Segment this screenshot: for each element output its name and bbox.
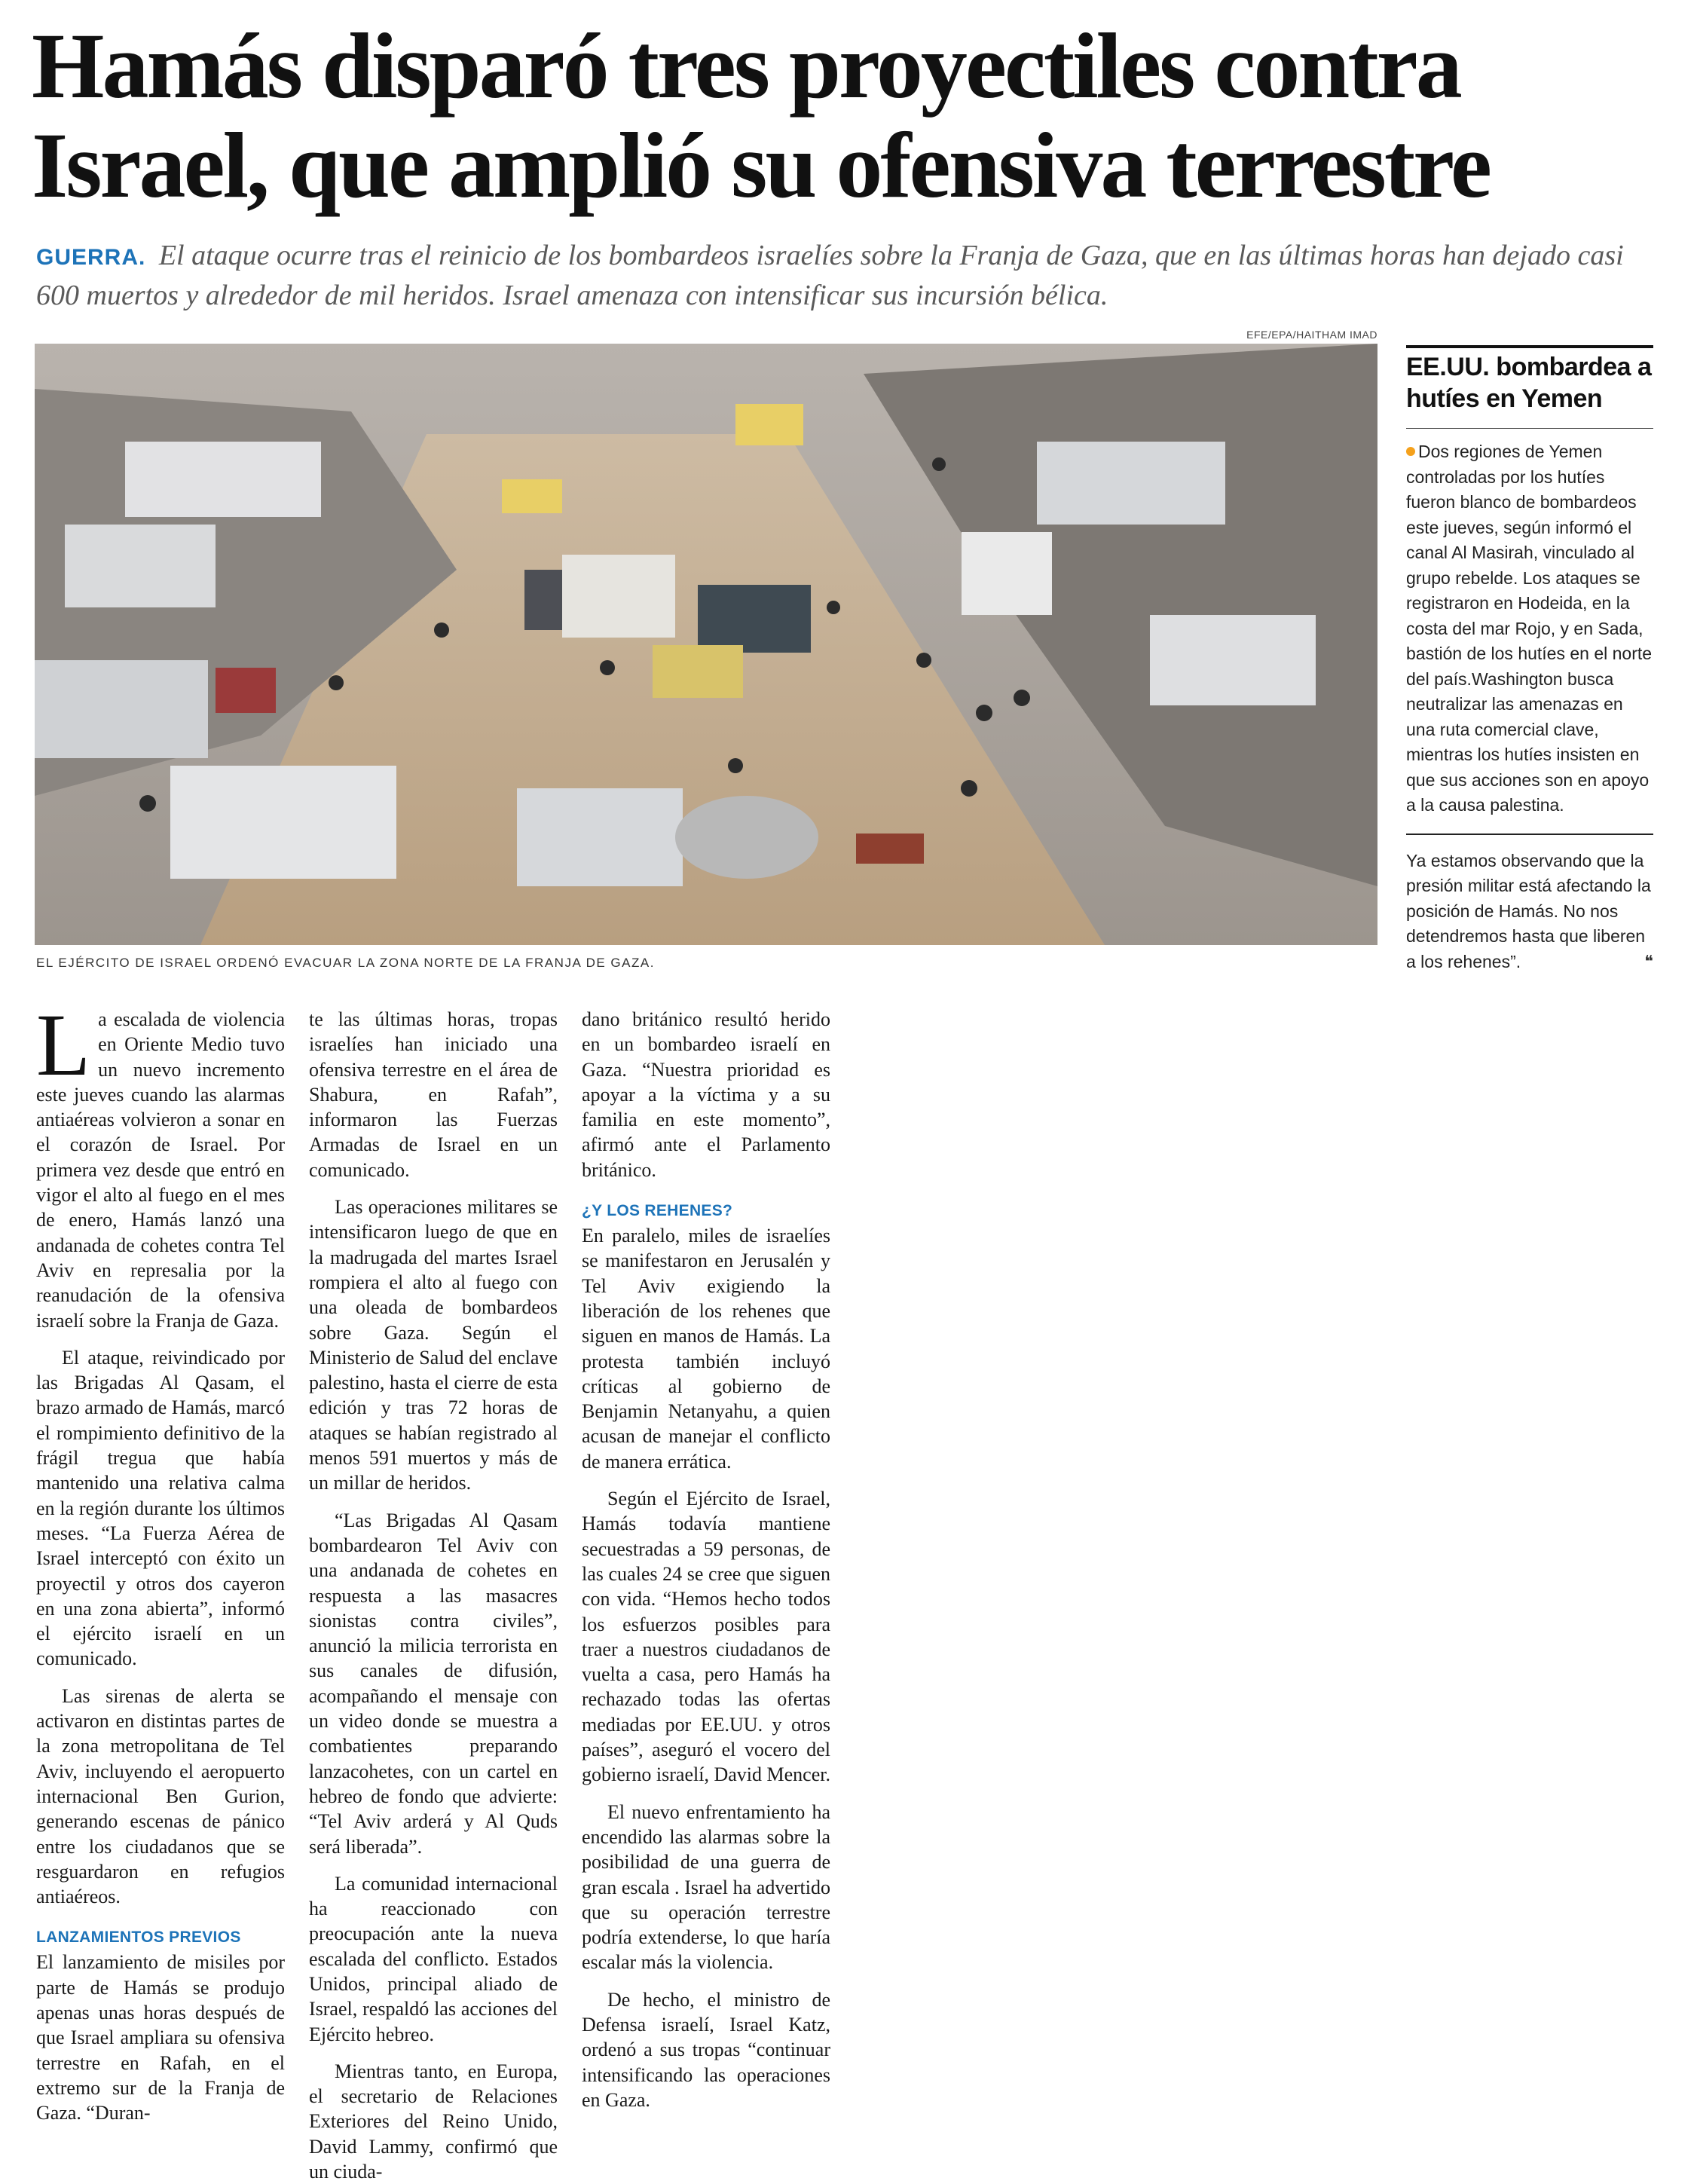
headline: Hamás disparó tres proyectiles contra Israel, que amplió su ofensiva terrestre — [32, 14, 1490, 217]
paragraph: te las últimas horas, tropas israelíes han iniciado una ofensiva terrestre en el área de Shabura, en Rafah”, informaron las Fuerzas Armadas de Israel en un comunicado. — [309, 1008, 558, 1181]
article-column-1 — [36, 996, 285, 2125]
sidebar-title: EE.UU. bombardea a hutíes en Yemen — [1406, 353, 1652, 413]
sidebar-top-rule — [1406, 345, 1653, 348]
paragraph: Las operaciones militares se intensificaron luego de que en la madrugada del martes Israel rompiera el alto al fuego con una oleada de bombardeos sobre Gaza. Según el Ministerio de Salud del enclave palestino, hasta el cierre de esta edición y tras 72 horas de ataques se habían registrado al menos 591 muertos y más de un millar de heridos. — [309, 1196, 558, 1494]
paragraph: Mientras tanto, en Europa, el secretario de Relaciones Exteriores del Reino Unido, David Lammy, confirmó que un ciuda- — [309, 2060, 558, 2183]
news-photo — [35, 344, 1377, 945]
paragraph: El nuevo enfrentamiento ha encendido las alarmas sobre la posibilidad de una guerra de gran escala . Israel ha advertido que su operación terrestre podría extenderse, lo que haría escalar más la violencia. — [582, 1800, 830, 1974]
vehicle — [562, 555, 675, 638]
tent — [35, 660, 208, 758]
tent — [170, 766, 396, 879]
sidebar-text: Dos regiones de Yemen controladas por los hutíes fueron blanco de bombardeos este jueves, según informó el canal Al Masirah, vinculado al grupo rebelde. Los ataques se registraron en Hodeida, en la costa del mar Rojo, y en Sada, bastión de los hutíes en el norte del país.Washington busca neutralizar las amenazas en una ruta comercial clave, mientras los hutíes insisten en que sus acciones son en apoyo a la causa palestina. — [1406, 442, 1653, 815]
tent — [1150, 615, 1316, 705]
person — [434, 622, 449, 638]
deck-kicker: GUERRA. — [36, 245, 146, 270]
tent — [517, 788, 683, 886]
dropcap: L — [36, 996, 91, 1094]
tent — [65, 525, 216, 607]
person — [961, 780, 977, 797]
paragraph: La comunidad internacional ha reaccionado con preocupación ante la nueva escalada del conflicto. Estados Unidos, principal aliado de Israel, respaldó las acciones del Ejército hebreo. — [309, 1872, 558, 2045]
person — [827, 601, 840, 614]
cart — [216, 668, 276, 713]
cart — [653, 645, 743, 698]
paragraph: dano británico resultó herido en un bombardeo israelí en Gaza. “Nuestra prioridad es apoyar a la víctima y a su familia en este momento”, afirmó ante el Parlamento británico. — [582, 1008, 830, 1181]
sidebar-body — [1406, 439, 1653, 818]
quote-mark-icon: ❝ — [1644, 952, 1653, 971]
person — [916, 653, 931, 668]
person — [329, 675, 344, 690]
quote-divider — [1406, 834, 1653, 835]
person — [600, 660, 615, 675]
person — [976, 705, 992, 721]
paragraph: El lanzamiento de misiles por parte de Hamás se produjo apenas unas horas después de que Israel ampliara su ofensiva terrestre en Rafah, en el extremo sur de la Franja de Gaza. “Duran- — [36, 1951, 285, 2124]
paragraph: Las sirenas de alerta se activaron en distintas partes de la zona metropolitana de Tel Aviv, incluyendo el aeropuerto internacional Ben Gurion, generando escenas de pánico entre los ciudadanos que se resguardaron en refugios antiaéreos. — [36, 1684, 285, 1908]
pull-quote-text: Ya estamos observando que la presión militar está afectando la posición de Hamás. No nos detendremos hasta que liberen a los rehenes”. — [1406, 850, 1651, 971]
sidebar — [1406, 345, 1653, 974]
vehicle — [502, 479, 562, 513]
tent — [1037, 442, 1225, 525]
subhead: ¿Y LOS REHENES? — [582, 1202, 733, 1220]
tent — [125, 442, 321, 517]
paragraph-text: a escalada de violencia en Oriente Medio tuvo un nuevo incremento este jueves cuando las alarmas antiaéreas volvieron a sonar en el corazón de Israel. Por primera vez desde que entró en vigor el alto al fuego en el mes de enero, Hamás lanzó una andanada de cohetes contra Tel Aviv en represalia por la reanudación de la ofensiva israelí sobre la Franja de Gaza. — [36, 1008, 285, 1332]
deck-text: El ataque ocurre tras el reinicio de los bombardeos israelíes sobre la Franja de Gaza, que en las últimas horas han dejado casi 600 muertos y alrededor de mil heridos. Israel amenaza con intensificar sus incursión bélica. — [36, 240, 1624, 311]
paragraph — [36, 996, 285, 1333]
vehicle — [735, 404, 803, 445]
cart — [856, 834, 924, 864]
cargo — [675, 796, 818, 879]
paragraph: De hecho, el ministro de Defensa israelí, Israel Katz, ordenó a sus tropas “continuar intensificando las operaciones en Gaza. — [582, 1988, 830, 2111]
photo-credit: EFE/EPA/HAITHAM IMAD — [1246, 329, 1377, 341]
article-column-2 — [309, 1007, 558, 2184]
paragraph: El ataque, reivindicado por las Brigadas Al Qasam, el brazo armado de Hamás, marcó el rompimiento definitivo de la frágil tregua que había mantenido una relativa calma en la región durante los últimos meses. “La Fuerza Aérea de Israel interceptó con éxito un proyectil y otros dos cayeron en una zona abierta”, informó el ejército israelí en un comunicado. — [36, 1346, 285, 1670]
article-column-3 — [582, 1007, 830, 2112]
pull-quote — [1406, 849, 1653, 975]
person — [728, 758, 743, 773]
paragraph: Según el Ejército de Israel, Hamás todavía mantiene secuestradas a 59 personas, de las cuales 24 se cree que siguen con vida. “Hemos hecho todos los esfuerzos posibles para traer a nuestros ciudadanos de vuelta a casa, pero Hamás ha rechazado todas las ofertas mediadas por EE.UU. y otros países”, aseguró el vocero del gobierno israelí, David Mencer. — [582, 1488, 830, 1786]
vehicle — [962, 532, 1052, 615]
person — [1014, 690, 1030, 706]
vehicle — [698, 585, 811, 653]
bullet-dot-icon — [1406, 447, 1415, 456]
paragraph: En paralelo, miles de israelíes se manifestaron en Jerusalén y Tel Aviv exigiendo la liberación de los rehenes que siguen en manos de Hamás. La protesta también incluyó críticas al gobierno de Benjamin Netanyahu, a quien acusan de manejar el conflicto de manera errática. — [582, 1225, 830, 1473]
subhead: LANZAMIENTOS PREVIOS — [36, 1929, 241, 1947]
paragraph: “Las Brigadas Al Qasam bombardearon Tel Aviv con una andanada de cohetes en respuesta a las masacres sionistas contra civiles”, anunció la milicia terrorista en sus canales de difusión, acompañando el mensaje con un video donde se muestra a combatientes preparando lanzacohetes, con un cartel en hebreo de fondo que advierte: “Tel Aviv arderá y Al Quds será liberada”. — [309, 1509, 558, 1858]
photo-caption: EL EJÉRCITO DE ISRAEL ORDENÓ EVACUAR LA ZONA NORTE DE LA FRANJA DE GAZA. — [36, 956, 655, 970]
person — [932, 457, 946, 471]
sidebar-divider — [1406, 428, 1653, 429]
person — [139, 795, 156, 812]
deck — [36, 237, 1649, 314]
